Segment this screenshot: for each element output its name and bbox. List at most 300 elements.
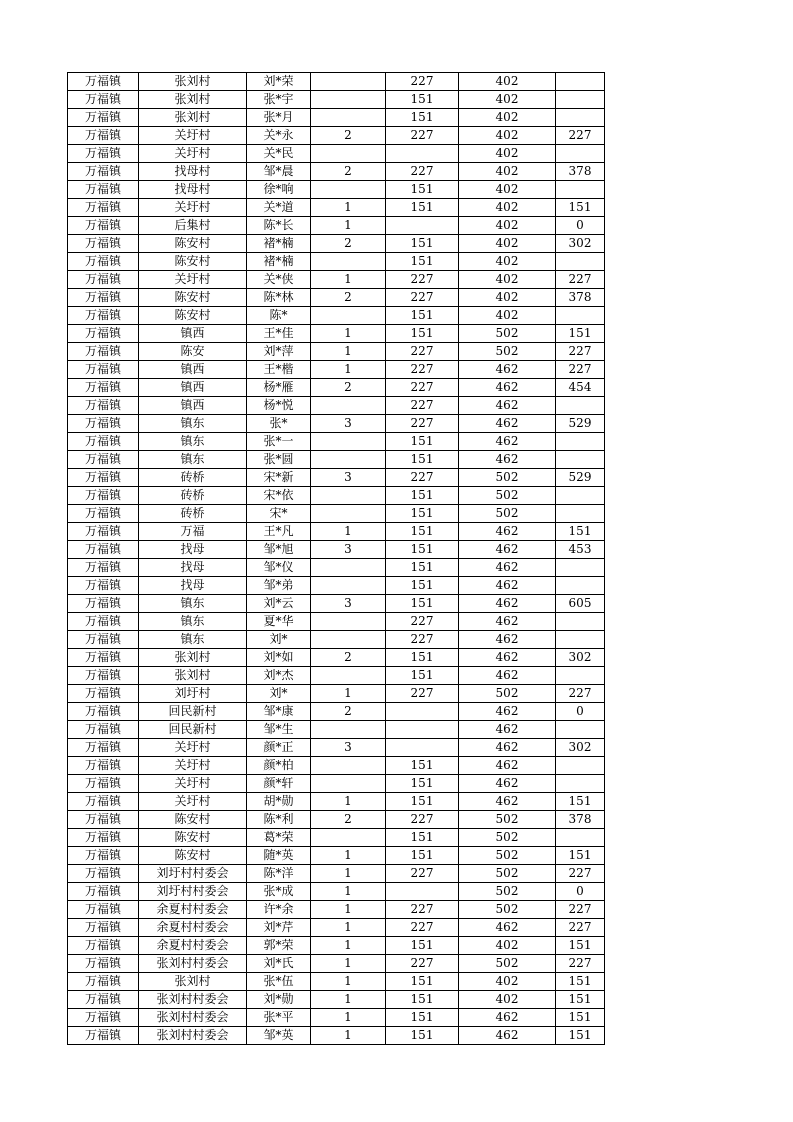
amount-b-cell: 402 [459,127,556,145]
amount-a-cell: 151 [386,325,459,343]
name-cell: 陈*长 [247,217,311,235]
name-cell: 张*月 [247,109,311,127]
village-cell: 关圩村 [139,757,247,775]
name-cell: 邹*旭 [247,541,311,559]
village-cell: 后集村 [139,217,247,235]
village-cell: 陈安村 [139,847,247,865]
total-cell: 227 [556,271,605,289]
count-cell [311,487,386,505]
amount-a-cell: 151 [386,847,459,865]
total-cell [556,559,605,577]
count-cell: 1 [311,847,386,865]
amount-a-cell: 151 [386,541,459,559]
name-cell: 郭*荣 [247,937,311,955]
amount-a-cell: 151 [386,451,459,469]
amount-a-cell: 227 [386,289,459,307]
amount-b-cell: 502 [459,685,556,703]
amount-b-cell: 502 [459,829,556,847]
table-row [68,199,605,217]
amount-a-cell: 227 [386,901,459,919]
count-cell [311,631,386,649]
name-cell: 王*凡 [247,523,311,541]
town-cell: 万福镇 [68,919,139,937]
table-row [68,217,605,235]
amount-a-cell: 227 [386,397,459,415]
name-cell: 邹*生 [247,721,311,739]
village-cell: 张刘村 [139,973,247,991]
amount-b-cell: 402 [459,91,556,109]
town-cell: 万福镇 [68,325,139,343]
total-cell: 227 [556,685,605,703]
amount-a-cell: 227 [386,955,459,973]
name-cell: 刘*芹 [247,919,311,937]
amount-b-cell: 502 [459,883,556,901]
amount-b-cell: 502 [459,505,556,523]
name-cell: 邹*仪 [247,559,311,577]
count-cell: 2 [311,127,386,145]
total-cell: 302 [556,235,605,253]
table-row [68,811,605,829]
amount-a-cell: 227 [386,127,459,145]
amount-a-cell: 227 [386,469,459,487]
count-cell [311,145,386,163]
amount-a-cell: 227 [386,73,459,91]
name-cell: 夏*华 [247,613,311,631]
amount-b-cell: 462 [459,361,556,379]
town-cell: 万福镇 [68,721,139,739]
table-row [68,451,605,469]
name-cell: 刘*如 [247,649,311,667]
table-row [68,883,605,901]
table-row [68,235,605,253]
name-cell: 随*英 [247,847,311,865]
table-row [68,829,605,847]
total-cell: 227 [556,865,605,883]
amount-a-cell [386,145,459,163]
total-cell: 0 [556,217,605,235]
amount-b-cell: 402 [459,109,556,127]
table-row [68,181,605,199]
total-cell [556,505,605,523]
amount-a-cell: 151 [386,433,459,451]
village-cell: 张刘村 [139,73,247,91]
amount-a-cell: 151 [386,1027,459,1045]
amount-b-cell: 402 [459,253,556,271]
village-cell: 陈安村 [139,829,247,847]
total-cell: 151 [556,1009,605,1027]
amount-b-cell: 402 [459,181,556,199]
count-cell: 3 [311,541,386,559]
name-cell: 张* [247,415,311,433]
amount-b-cell: 502 [459,955,556,973]
total-cell: 227 [556,901,605,919]
amount-b-cell: 502 [459,487,556,505]
village-cell: 找母 [139,577,247,595]
amount-a-cell: 151 [386,253,459,271]
table-row [68,793,605,811]
amount-a-cell: 227 [386,685,459,703]
amount-a-cell: 151 [386,829,459,847]
table-row [68,973,605,991]
count-cell: 1 [311,217,386,235]
count-cell: 1 [311,523,386,541]
village-cell: 镇西 [139,361,247,379]
table-row [68,253,605,271]
table-row [68,757,605,775]
town-cell: 万福镇 [68,613,139,631]
village-cell: 陈安村 [139,811,247,829]
name-cell: 刘* [247,685,311,703]
table-row [68,415,605,433]
town-cell: 万福镇 [68,541,139,559]
total-cell [556,307,605,325]
amount-b-cell: 462 [459,559,556,577]
table-row [68,901,605,919]
table-row [68,127,605,145]
amount-b-cell: 402 [459,163,556,181]
table-row [68,919,605,937]
amount-b-cell: 462 [459,1027,556,1045]
amount-a-cell: 151 [386,937,459,955]
count-cell [311,91,386,109]
village-cell: 关圩村 [139,271,247,289]
amount-b-cell: 462 [459,631,556,649]
town-cell: 万福镇 [68,937,139,955]
village-cell: 镇西 [139,379,247,397]
name-cell: 张*一 [247,433,311,451]
town-cell: 万福镇 [68,91,139,109]
table-row [68,991,605,1009]
count-cell: 1 [311,883,386,901]
town-cell: 万福镇 [68,289,139,307]
town-cell: 万福镇 [68,991,139,1009]
count-cell: 1 [311,919,386,937]
amount-a-cell: 227 [386,631,459,649]
count-cell [311,577,386,595]
total-cell [556,73,605,91]
town-cell: 万福镇 [68,307,139,325]
total-cell: 378 [556,811,605,829]
name-cell: 邹*晨 [247,163,311,181]
count-cell [311,181,386,199]
town-cell: 万福镇 [68,379,139,397]
amount-b-cell: 402 [459,145,556,163]
count-cell: 2 [311,379,386,397]
amount-b-cell: 502 [459,469,556,487]
amount-b-cell: 402 [459,307,556,325]
town-cell: 万福镇 [68,505,139,523]
village-cell: 余夏村村委会 [139,901,247,919]
amount-b-cell: 402 [459,289,556,307]
village-cell: 陈安村 [139,235,247,253]
name-cell: 宋* [247,505,311,523]
village-cell: 镇东 [139,613,247,631]
total-cell [556,631,605,649]
table-row [68,667,605,685]
village-cell: 张刘村 [139,109,247,127]
amount-a-cell: 227 [386,379,459,397]
count-cell: 1 [311,271,386,289]
name-cell: 王*佳 [247,325,311,343]
amount-b-cell: 462 [459,757,556,775]
table-row [68,1027,605,1045]
table-row [68,613,605,631]
total-cell: 227 [556,361,605,379]
name-cell: 刘*勋 [247,991,311,1009]
town-cell: 万福镇 [68,559,139,577]
total-cell: 151 [556,793,605,811]
count-cell [311,397,386,415]
amount-b-cell: 502 [459,901,556,919]
total-cell: 227 [556,955,605,973]
amount-a-cell: 151 [386,505,459,523]
count-cell: 3 [311,415,386,433]
count-cell: 1 [311,901,386,919]
total-cell: 302 [556,739,605,757]
count-cell: 1 [311,973,386,991]
village-cell: 陈安 [139,343,247,361]
amount-a-cell: 151 [386,91,459,109]
name-cell: 宋*依 [247,487,311,505]
name-cell: 关*民 [247,145,311,163]
count-cell [311,613,386,631]
total-cell [556,145,605,163]
amount-b-cell: 402 [459,199,556,217]
village-cell: 关圩村 [139,793,247,811]
count-cell [311,559,386,577]
table-row [68,577,605,595]
table-row [68,595,605,613]
name-cell: 刘* [247,631,311,649]
count-cell: 2 [311,163,386,181]
total-cell [556,667,605,685]
name-cell: 刘*荣 [247,73,311,91]
total-cell: 151 [556,523,605,541]
name-cell: 褚*楠 [247,235,311,253]
name-cell: 邹*弟 [247,577,311,595]
amount-b-cell: 462 [459,595,556,613]
total-cell: 529 [556,415,605,433]
amount-b-cell: 462 [459,523,556,541]
name-cell: 杨*雁 [247,379,311,397]
name-cell: 关*道 [247,199,311,217]
total-cell: 0 [556,703,605,721]
amount-a-cell: 151 [386,577,459,595]
village-cell: 找母 [139,541,247,559]
amount-a-cell [386,217,459,235]
amount-b-cell: 502 [459,847,556,865]
village-cell: 找母村 [139,163,247,181]
total-cell: 151 [556,973,605,991]
village-cell: 陈安村 [139,289,247,307]
table-row [68,109,605,127]
table-row [68,523,605,541]
total-cell [556,577,605,595]
amount-a-cell: 151 [386,109,459,127]
count-cell: 1 [311,865,386,883]
count-cell: 3 [311,469,386,487]
town-cell: 万福镇 [68,739,139,757]
table-row [68,865,605,883]
amount-a-cell: 151 [386,667,459,685]
amount-a-cell: 151 [386,487,459,505]
total-cell [556,451,605,469]
town-cell: 万福镇 [68,343,139,361]
amount-b-cell: 402 [459,73,556,91]
amount-b-cell: 462 [459,415,556,433]
total-cell: 302 [556,649,605,667]
table-row [68,271,605,289]
name-cell: 颜*正 [247,739,311,757]
total-cell [556,829,605,847]
town-cell: 万福镇 [68,523,139,541]
table-row [68,649,605,667]
town-cell: 万福镇 [68,469,139,487]
amount-a-cell [386,883,459,901]
amount-a-cell [386,703,459,721]
amount-b-cell: 462 [459,577,556,595]
count-cell: 1 [311,1027,386,1045]
table-row [68,721,605,739]
count-cell: 1 [311,1009,386,1027]
name-cell: 陈*利 [247,811,311,829]
total-cell [556,757,605,775]
amount-a-cell: 227 [386,271,459,289]
total-cell: 151 [556,847,605,865]
town-cell: 万福镇 [68,865,139,883]
village-cell: 张刘村 [139,91,247,109]
amount-b-cell: 462 [459,775,556,793]
count-cell [311,307,386,325]
village-cell: 张刘村 [139,649,247,667]
amount-a-cell: 227 [386,811,459,829]
amount-b-cell: 402 [459,991,556,1009]
village-cell: 万福 [139,523,247,541]
table-row [68,163,605,181]
table-row [68,433,605,451]
village-cell: 砖桥 [139,487,247,505]
village-cell: 张刘村 [139,667,247,685]
count-cell: 1 [311,343,386,361]
count-cell [311,667,386,685]
count-cell [311,757,386,775]
table-row [68,541,605,559]
count-cell: 2 [311,235,386,253]
total-cell [556,433,605,451]
town-cell: 万福镇 [68,775,139,793]
town-cell: 万福镇 [68,127,139,145]
count-cell [311,253,386,271]
amount-a-cell: 227 [386,343,459,361]
town-cell: 万福镇 [68,415,139,433]
village-cell: 镇东 [139,415,247,433]
amount-a-cell: 227 [386,613,459,631]
amount-a-cell: 151 [386,1009,459,1027]
total-cell: 378 [556,289,605,307]
town-cell: 万福镇 [68,217,139,235]
town-cell: 万福镇 [68,145,139,163]
table-row [68,91,605,109]
village-cell: 镇东 [139,451,247,469]
total-cell [556,181,605,199]
count-cell: 3 [311,739,386,757]
total-cell [556,487,605,505]
town-cell: 万福镇 [68,433,139,451]
count-cell [311,451,386,469]
amount-b-cell: 402 [459,973,556,991]
table-row [68,397,605,415]
name-cell: 颜*轩 [247,775,311,793]
table-row [68,487,605,505]
table-row [68,739,605,757]
name-cell: 刘*云 [247,595,311,613]
village-cell: 砖桥 [139,469,247,487]
amount-b-cell: 462 [459,541,556,559]
total-cell [556,397,605,415]
town-cell: 万福镇 [68,883,139,901]
table-row [68,685,605,703]
town-cell: 万福镇 [68,595,139,613]
village-cell: 关圩村 [139,199,247,217]
table-row [68,775,605,793]
amount-a-cell [386,721,459,739]
name-cell: 邹*英 [247,1027,311,1045]
name-cell: 葛*荣 [247,829,311,847]
village-cell: 找母村 [139,181,247,199]
village-cell: 关圩村 [139,145,247,163]
table-row [68,379,605,397]
count-cell: 1 [311,685,386,703]
village-cell: 镇东 [139,595,247,613]
village-cell: 镇东 [139,433,247,451]
amount-b-cell: 462 [459,667,556,685]
village-cell: 张刘村村委会 [139,955,247,973]
amount-a-cell: 227 [386,361,459,379]
name-cell: 关*永 [247,127,311,145]
village-cell: 余夏村村委会 [139,919,247,937]
amount-b-cell: 402 [459,271,556,289]
count-cell: 1 [311,361,386,379]
town-cell: 万福镇 [68,109,139,127]
town-cell: 万福镇 [68,235,139,253]
table-row [68,289,605,307]
amount-a-cell: 151 [386,307,459,325]
count-cell: 2 [311,649,386,667]
village-cell: 陈安村 [139,307,247,325]
total-cell: 227 [556,343,605,361]
amount-a-cell: 151 [386,523,459,541]
village-cell: 回民新村 [139,721,247,739]
table-row [68,505,605,523]
village-cell: 张刘村村委会 [139,1009,247,1027]
amount-a-cell: 227 [386,163,459,181]
name-cell: 陈* [247,307,311,325]
count-cell: 2 [311,289,386,307]
count-cell: 3 [311,595,386,613]
table-row [68,631,605,649]
amount-b-cell: 502 [459,865,556,883]
name-cell: 刘*萍 [247,343,311,361]
count-cell: 1 [311,955,386,973]
amount-a-cell: 151 [386,757,459,775]
village-cell: 砖桥 [139,505,247,523]
amount-b-cell: 402 [459,235,556,253]
total-cell [556,253,605,271]
total-cell: 378 [556,163,605,181]
town-cell: 万福镇 [68,163,139,181]
amount-b-cell: 462 [459,1009,556,1027]
village-cell: 回民新村 [139,703,247,721]
